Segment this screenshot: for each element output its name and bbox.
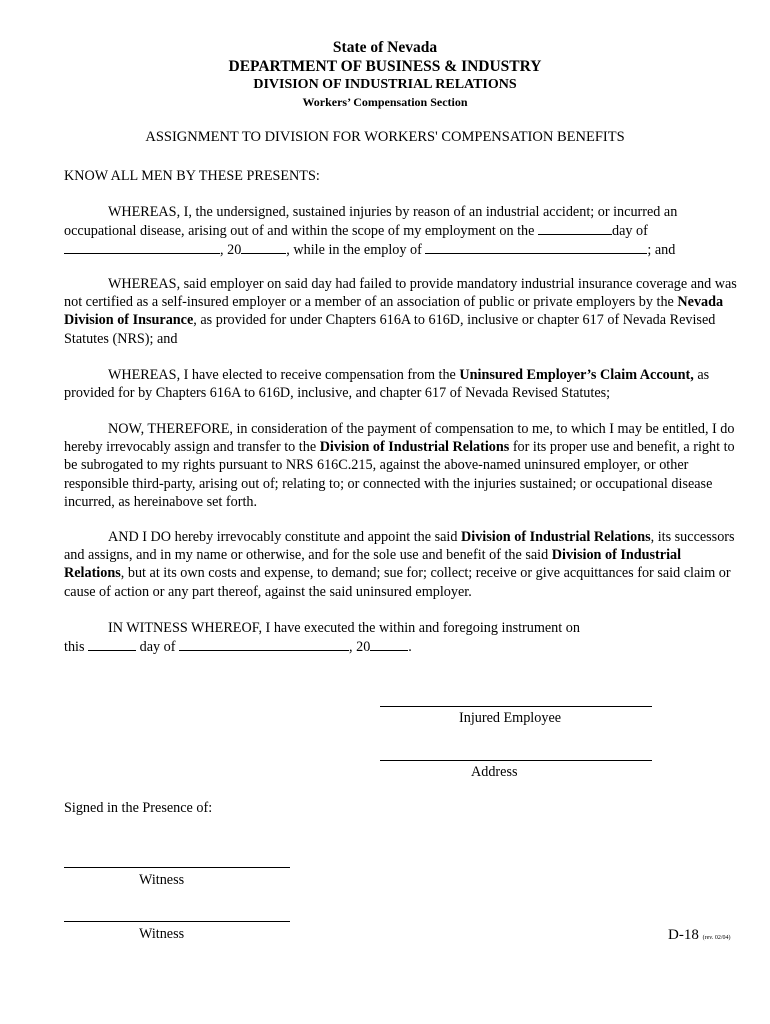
- state-name: State of Nevada: [332, 39, 438, 56]
- p2-text-b: , as provided for under Chapters 616A to 616D, inclusive or chapter 617 of Nevada Revised Statutes (NRS); and: [64, 312, 716, 347]
- p5-text-b: , its successors and assigns, and in my name or otherwise, and for the sole use and benefit of the said: [64, 529, 735, 564]
- p5-bold-2: Division of Industrial Relations: [64, 547, 682, 582]
- paragraph-witness-intro: IN WITNESS WHEREOF, I have executed the within and foregoing instrument on: [108, 620, 580, 636]
- form-revision: (rev. 02/04): [702, 935, 731, 941]
- p4-text-b: for its proper use and benefit, a right to be subrogated to my rights pursuant to NRS 616C.215, against the above-named uninsured employer, or other responsible third-party, arising out of; relating to; or connected with the injuries sustained; or occupational disease incurred, as hereinabove set forth.: [64, 439, 735, 510]
- division-name: DIVISION OF INDUSTRIAL RELATIONS: [253, 77, 517, 92]
- accident-year-blank[interactable]: [241, 240, 286, 254]
- accident-day-blank[interactable]: [538, 221, 612, 235]
- injured-employee-signature-line[interactable]: [380, 706, 652, 707]
- paragraph-claim-account: [64, 366, 740, 402]
- p2-bold: Nevada Division of Insurance: [64, 294, 724, 329]
- injured-employee-label: Injured Employee: [459, 710, 562, 726]
- p1-text-c: , 20: [220, 242, 242, 259]
- witness-2-label: Witness: [139, 926, 185, 942]
- witness-2-signature-line[interactable]: [64, 921, 290, 922]
- p6-text-e: .: [408, 639, 412, 655]
- execution-day-blank[interactable]: [88, 637, 136, 651]
- p6-text-c: day of: [136, 639, 179, 655]
- witness-1-signature-line[interactable]: [64, 867, 290, 868]
- paragraph-execution-date: [64, 637, 740, 656]
- employer-name-blank[interactable]: [425, 240, 647, 254]
- signed-presence-label: Signed in the Presence of:: [64, 800, 213, 816]
- p6-text-d: , 20: [349, 639, 371, 655]
- p5-bold-1: Division of Industrial Relations: [461, 529, 651, 545]
- document-title: ASSIGNMENT TO DIVISION FOR WORKERS' COMPENSATION BENEFITS: [145, 129, 625, 145]
- p1-text-d: , while in the employ of: [286, 242, 426, 259]
- p3-bold: Uninsured Employer’s Claim Account,: [459, 367, 694, 383]
- p3-text-a: WHEREAS, I have elected to receive compensation from the: [108, 367, 460, 383]
- p5-text-a: AND I DO hereby irrevocably constitute and appoint the said: [108, 529, 462, 545]
- p4-text-a: NOW, THEREFORE, in consideration of the payment of compensation to me, to which I may be entitled, I do hereby irrevocably assign and transfer to the: [64, 421, 735, 456]
- paragraph-accident: [64, 203, 740, 260]
- p5-text-c: , but at its own costs and expense, to demand; sue for; collect; receive or give acquittances for said claim or cause of action or any part thereof, against the said uninsured employer.: [64, 565, 731, 600]
- p6-text-b: this: [64, 639, 89, 655]
- accident-month-blank[interactable]: [64, 240, 220, 254]
- department-name: DEPARTMENT OF BUSINESS & INDUSTRY: [228, 58, 542, 75]
- know-all-line: KNOW ALL MEN BY THESE PRESENTS:: [64, 168, 320, 184]
- form-number: [668, 927, 731, 944]
- section-name: Workers’ Compensation Section: [302, 95, 468, 109]
- form-id: D-18: [668, 927, 699, 943]
- paragraph-appointment: [64, 528, 740, 601]
- letterhead: [0, 38, 770, 111]
- paragraph-employer-coverage: [64, 275, 740, 348]
- p4-bold: Division of Industrial Relations: [319, 439, 510, 456]
- p3-text-b: as provided for by Chapters 616A to 616D, inclusive, and chapter 617 of Nevada Revised Statutes;: [64, 367, 710, 402]
- p1-text-b: day of: [612, 223, 648, 240]
- p2-text-a: WHEREAS, said employer on said day had failed to provide mandatory industrial insurance coverage and was not certified as a self-insured employer or a member of an association of public or private employers by the: [64, 276, 737, 311]
- execution-month-blank[interactable]: [179, 637, 349, 651]
- witness-1-label: Witness: [139, 872, 185, 888]
- p1-text-e: ; and: [647, 242, 676, 259]
- address-signature-line[interactable]: [380, 760, 652, 761]
- address-label: Address: [471, 764, 518, 780]
- paragraph-assignment: [64, 420, 740, 511]
- p1-text-a: WHEREAS, I, the undersigned, sustained injuries by reason of an industrial accident; or incurred an occupational disease, arising out of and within the scope of my employment on the: [64, 204, 678, 240]
- execution-year-blank[interactable]: [370, 637, 408, 651]
